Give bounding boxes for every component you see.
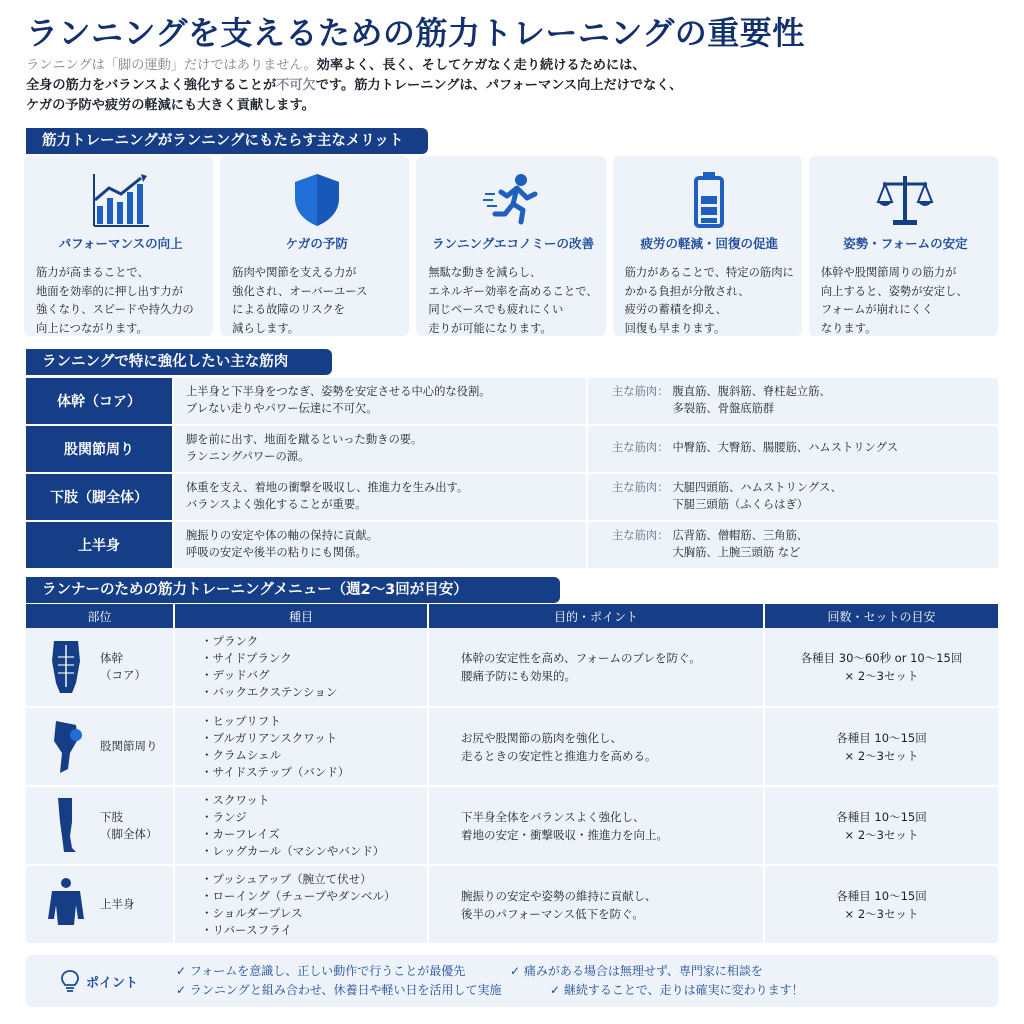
chart-up-icon	[91, 170, 151, 230]
merit-card	[613, 156, 802, 336]
muscle-label: 下肢（脚全体）	[26, 474, 172, 520]
merit-card	[809, 156, 998, 336]
section-menu-heading: ランナーのための筋力トレーニングメニュー（週2〜3回が目安）	[26, 577, 560, 603]
intro-line2a: 全身の筋力をバランスよく強化することが	[26, 78, 277, 93]
exercise-cell: ・ヒップリフト ・ブルガリアンスクワット ・クラムシェル ・サイドステップ（バンド）	[174, 707, 428, 786]
exercise-cell: ・スクワット ・ランジ ・カーフレイズ ・レッグカール（マシンやバンド）	[174, 786, 428, 865]
header-purpose: 目的・ポイント	[428, 604, 764, 628]
merit-body: 無駄な動きを減らし、 エネルギー効率を高めることで、 同じペースでも疲れにくい 走りが可能になります。	[428, 266, 598, 335]
point-item: ✓ ランニングと組み合わせ、休養日や軽い日を活用して実施	[176, 983, 502, 997]
muscle-desc: 腕振りの安定や体の軸の保持に貢献。 呼吸の安定や後半の粘りにも関係。	[174, 522, 586, 568]
intro-line3: ケガの予防や疲労の軽減にも大きく貢献します。	[26, 98, 315, 113]
muscle-row	[26, 522, 998, 568]
muscle-label: 股関節周り	[26, 426, 172, 472]
exercise-cell: ・プランク ・サイドプランク ・デッドバグ ・バックエクステンション	[174, 628, 428, 707]
merit-title: 姿勢・フォームの安定	[843, 236, 968, 251]
merit-body: 筋力があることで、特定の筋肉に かかる負担が分散され、 疲労の蓄積を抑え、 回復も早まります。	[624, 266, 794, 335]
battery-icon	[679, 170, 739, 230]
balance-scale-icon	[875, 170, 935, 230]
count-cell: 各種目 30〜60秒 or 10〜15回 × 2〜3セット	[764, 628, 998, 707]
intro-line2c: です。筋力トレーニングは、パフォーマンス向上だけでなく、	[315, 78, 683, 93]
part-cell: 体幹 （コア）	[26, 637, 173, 697]
merit-title: ケガの予防	[285, 236, 348, 251]
muscle-desc: 上半身と下半身をつなぎ、姿勢を安定させる中心的な役割。 ブレない走りやパワー伝達に不可欠。	[174, 378, 586, 424]
header-exercise: 種目	[174, 604, 428, 628]
table-row	[26, 628, 998, 707]
count-cell: 各種目 10〜15回 × 2〜3セット	[764, 707, 998, 786]
purpose-cell: 体幹の安定性を高め、フォームのブレを防ぐ。 腰痛予防にも効果的。	[428, 628, 764, 707]
muscle-desc: 体重を支え、着地の衝撃を吸収し、推進力を生み出す。 バランスよく強化することが重要。	[174, 474, 586, 520]
merit-body: 体幹や股関節周りの筋力が 向上すると、姿勢が安定し、 フォームが崩れにくく なります。	[820, 266, 968, 335]
part-cell: 下肢 （脚全体）	[26, 796, 173, 856]
muscle-table	[26, 378, 998, 570]
muscle-main: 主な筋肉： 大腿四頭筋、ハムストリングス、 下腿三頭筋（ふくらはぎ）	[588, 474, 998, 520]
shield-icon	[287, 170, 347, 230]
count-cell: 各種目 10〜15回 × 2〜3セット	[764, 786, 998, 865]
merit-card	[24, 156, 213, 336]
point-box	[26, 955, 998, 1007]
intro-line1b: 効率よく、長く、そしてケガなく走り続けるためには、	[316, 58, 646, 73]
training-menu-table	[26, 604, 998, 945]
merit-title: パフォーマンスの向上	[58, 236, 183, 251]
header-count: 回数・セットの目安	[764, 604, 998, 628]
muscle-row	[26, 426, 998, 472]
exercise-cell: ・プッシュアップ（腕立て伏せ） ・ローイング（チューブやダンベル） ・ショルダープレス ・リバースフライ	[174, 865, 428, 944]
purpose-cell: 下半身全体をバランスよく強化し、 着地の安定・衝撃吸収・推進力を向上。	[428, 786, 764, 865]
muscle-main: 主な筋肉： 中臀筋、大臀筋、腸腰筋、ハムストリングス	[588, 426, 998, 472]
muscle-label: 体幹（コア）	[26, 378, 172, 424]
point-item: ✓ 痛みがある場合は無理せず、専門家に相談を	[510, 964, 763, 978]
intro-text	[26, 56, 682, 116]
count-cell: 各種目 10〜15回 × 2〜3セット	[764, 865, 998, 944]
muscle-desc: 脚を前に出す、地面を蹴るといった動きの要。 ランニングパワーの源。	[174, 426, 586, 472]
purpose-cell: お尻や股関節の筋肉を強化し、 走るときの安定性と推進力を高める。	[428, 707, 764, 786]
upper-body-icon	[46, 875, 86, 935]
section-muscles-heading: ランニングで特に強化したい主な筋肉	[26, 349, 332, 375]
intro-line2b: 不可欠	[276, 78, 316, 93]
muscle-main: 主な筋肉： 腹直筋、腹斜筋、脊柱起立筋、 多裂筋、骨盤底筋群	[588, 378, 998, 424]
merit-title: 疲労の軽減・回復の促進	[640, 236, 778, 251]
torso-icon	[46, 637, 86, 697]
point-label: ポイント	[86, 976, 139, 991]
table-row	[26, 865, 998, 944]
muscle-main: 主な筋肉： 広背筋、僧帽筋、三角筋、 大胸筋、上腕三頭筋 など	[588, 522, 998, 568]
point-item: ✓ 継続することで、走りは確実に変わります！	[550, 983, 804, 997]
merit-cards	[24, 156, 998, 336]
muscle-label: 上半身	[26, 522, 172, 568]
page-title: ランニングを支えるための筋力トレーニングの重要性	[26, 14, 805, 52]
leg-icon	[46, 796, 86, 856]
muscle-row	[26, 474, 998, 520]
muscle-row	[26, 378, 998, 424]
point-item: ✓ フォームを意識し、正しい動作で行うことが最優先	[176, 964, 466, 978]
point-items	[176, 962, 804, 1000]
hip-icon	[46, 717, 86, 777]
lightbulb-icon	[60, 969, 80, 993]
merit-title: ランニングエコノミーの改善	[431, 236, 594, 251]
merit-card	[416, 156, 605, 336]
merit-body: 筋肉や関節を支える力が 強化され、オーバーユース による故障のリスクを 減らします。	[232, 266, 368, 335]
merit-body: 筋力が高まることで、 地面を効率的に押し出す力が 強くなり、スピードや持久力の 向上につながります。	[36, 266, 194, 335]
purpose-cell: 腕振りの安定や姿勢の維持に貢献し、 後半のパフォーマンス低下を防ぐ。	[428, 865, 764, 944]
table-row	[26, 786, 998, 865]
merit-card	[220, 156, 409, 336]
intro-line1a: ランニングは「脚の運動」だけではありません。	[26, 58, 317, 73]
section-merits-heading: 筋力トレーニングがランニングにもたらす主なメリット	[26, 128, 428, 154]
header-part: 部位	[26, 604, 174, 628]
table-row	[26, 707, 998, 786]
runner-icon	[483, 170, 543, 230]
part-cell: 上半身	[26, 875, 173, 935]
part-cell: 股関節周り	[26, 717, 173, 777]
